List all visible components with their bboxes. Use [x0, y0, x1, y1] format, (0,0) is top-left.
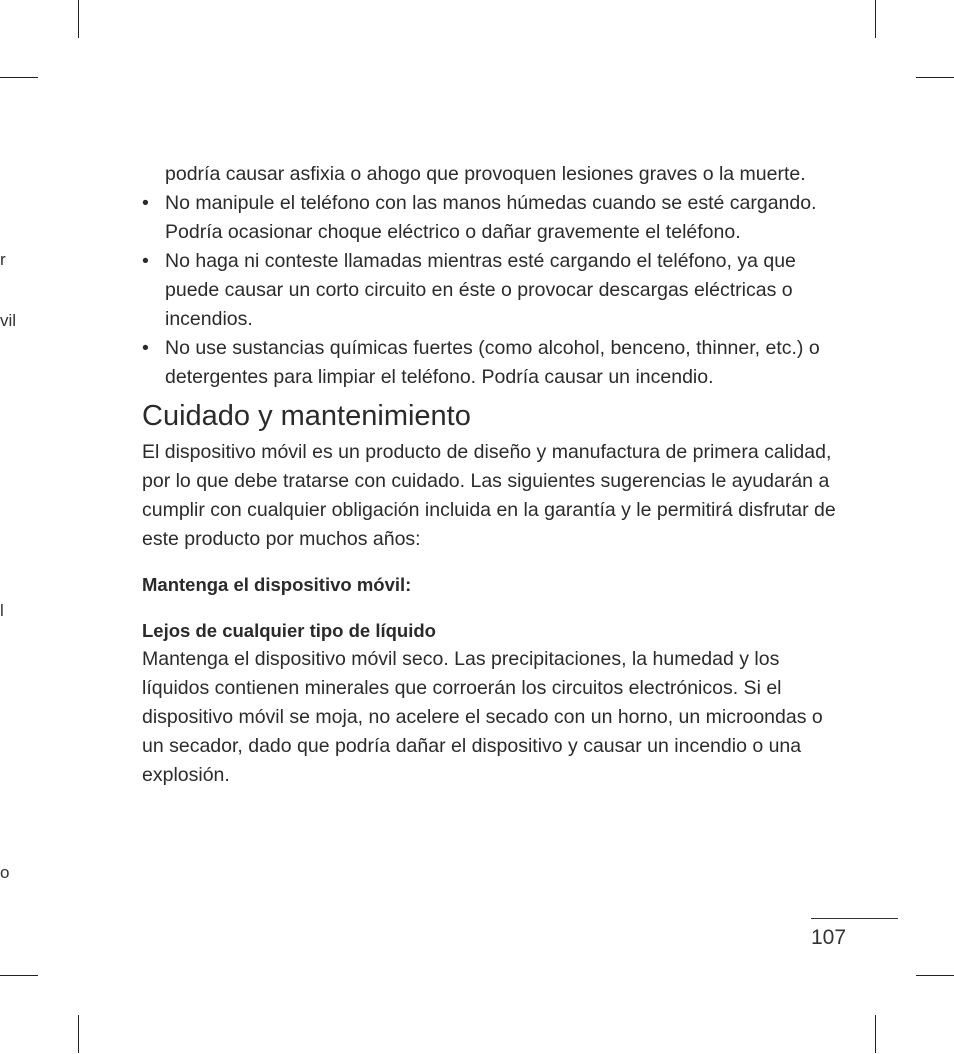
- bullet-dot: •: [142, 250, 149, 272]
- bleed-fragment: o: [0, 863, 10, 882]
- intro-continuation: podría causar asfixia o ahogo que provoquen lesiones graves o la muerte.: [165, 163, 806, 185]
- subsection-title: Lejos de cualquier tipo de líquido: [142, 620, 436, 641]
- bullet-text: No manipule el teléfono con las manos húmedas cuando se esté cargando. Podría ocasionar choque eléctrico o dañar gravemente el teléfono.: [165, 192, 817, 243]
- page-number-rule: [811, 918, 898, 919]
- bleed-fragment: vil: [0, 311, 17, 330]
- crop-mark: [78, 1015, 79, 1053]
- page-content: [142, 160, 842, 790]
- bullet-dot: •: [142, 192, 149, 214]
- bullet-text: No use sustancias químicas fuertes (como alcohol, benceno, thinner, etc.) o detergentes para limpiar el teléfono. Podría causar un incendio.: [165, 337, 820, 388]
- bullet-text: No haga ni conteste llamadas mientras esté cargando el teléfono, ya que puede causar un corto circuito en éste o provocar descargas eléctricas o incendios.: [165, 250, 796, 330]
- page-number: 107: [811, 926, 847, 949]
- crop-mark: [916, 975, 954, 976]
- crop-mark: [78, 0, 79, 38]
- bullet-item: [142, 334, 842, 392]
- subheading: Mantenga el dispositivo móvil:: [142, 574, 412, 595]
- section-intro: El dispositivo móvil es un producto de diseño y manufactura de primera calidad, por lo que debe tratarse con cuidado. Las siguientes sugerencias le ayudarán a cumplir con cualquier obligación incluida en la garantía y le permitirá disfrutar de este producto por muchos años:: [142, 441, 836, 550]
- crop-mark: [0, 77, 38, 78]
- bleed-fragment: r: [0, 250, 6, 269]
- bullet-item: [142, 247, 842, 334]
- subsection-body: Mantenga el dispositivo móvil seco. Las precipitaciones, la humedad y los líquidos contienen minerales que corroerán los circuitos electrónicos. Si el dispositivo móvil se moja, no acelere el secado con un horno, un microondas o un secador, dado que podría dañar el dispositivo y causar un incendio o una explosión.: [142, 648, 823, 786]
- bullet-dot: •: [142, 337, 149, 359]
- crop-mark: [875, 1015, 876, 1053]
- bullet-item: [142, 189, 842, 247]
- crop-mark: [0, 975, 38, 976]
- crop-mark: [875, 0, 876, 38]
- section-title: Cuidado y mantenimiento: [142, 400, 471, 432]
- crop-mark: [916, 77, 954, 78]
- bleed-fragment: l: [0, 601, 4, 620]
